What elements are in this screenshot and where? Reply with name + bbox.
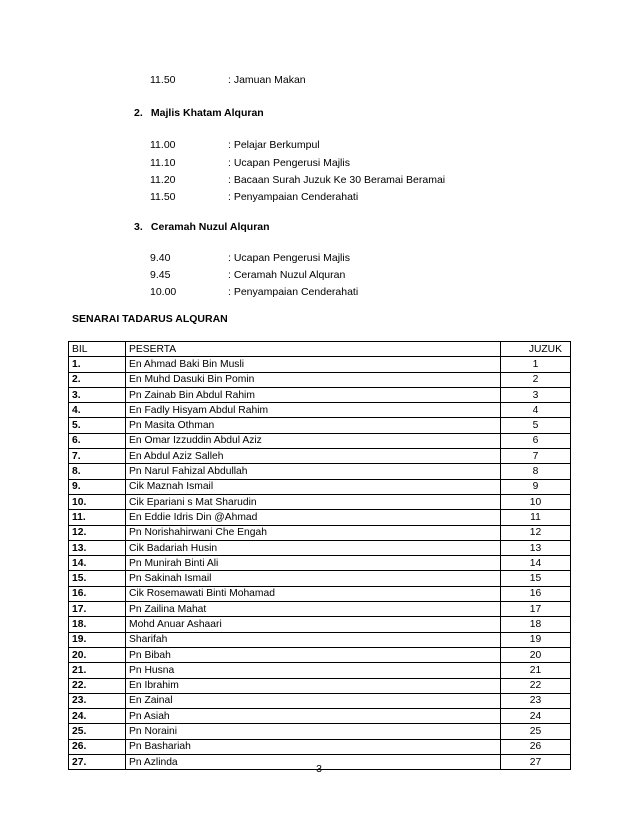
participant-name-cell: Pn Bashariah: [126, 739, 501, 754]
participant-name-cell: En Fadly Hisyam Abdul Rahim: [126, 403, 501, 418]
juzuk-cell: 25: [501, 724, 571, 739]
table-row: [69, 372, 571, 387]
table-row: [69, 709, 571, 724]
row-number-cell: 26.: [69, 739, 126, 754]
schedule-description: : Bacaan Surah Juzuk Ke 30 Beramai Beramai: [228, 174, 446, 186]
juzuk-cell: 21: [501, 663, 571, 678]
juzuk-cell: 6: [501, 433, 571, 448]
table-row: [69, 418, 571, 433]
schedule-description: : Penyampaian Cenderahati: [228, 191, 359, 203]
table-row: [69, 556, 571, 571]
table-row: [69, 678, 571, 693]
row-number-cell: 16.: [69, 586, 126, 601]
row-number-cell: 20.: [69, 647, 126, 662]
schedule-description: : Ceramah Nuzul Alquran: [228, 269, 346, 281]
juzuk-cell: 10: [501, 494, 571, 509]
row-number-cell: 13.: [69, 540, 126, 555]
participant-name-cell: En Ahmad Baki Bin Musli: [126, 357, 501, 372]
schedule-time: 10.00: [150, 286, 177, 298]
juzuk-cell: 19: [501, 632, 571, 647]
table-row: [69, 663, 571, 678]
participant-name-cell: Cik Maznah Ismail: [126, 479, 501, 494]
schedule-time: 9.40: [150, 252, 171, 264]
participant-name-cell: Pn Masita Othman: [126, 418, 501, 433]
juzuk-cell: 18: [501, 617, 571, 632]
participant-name-cell: Cik Rosemawati Binti Mohamad: [126, 586, 501, 601]
schedule-description: : Ucapan Pengerusi Majlis: [228, 157, 350, 169]
table-row: [69, 571, 571, 586]
row-number-cell: 1.: [69, 357, 126, 372]
participant-name-cell: En Ibrahim: [126, 678, 501, 693]
row-number-cell: 9.: [69, 479, 126, 494]
schedule-time: 11.50: [150, 74, 176, 86]
participant-name-cell: En Zainal: [126, 693, 501, 708]
schedule-time: 11.20: [150, 174, 176, 186]
section-title: Majlis Khatam Alquran: [150, 107, 264, 119]
juzuk-cell: 12: [501, 525, 571, 540]
juzuk-cell: 23: [501, 693, 571, 708]
participant-name-cell: En Abdul Aziz Salleh: [126, 449, 501, 464]
table-row: [69, 464, 571, 479]
participant-name-cell: Pn Zainab Bin Abdul Rahim: [126, 387, 501, 402]
participant-name-cell: En Omar Izzuddin Abdul Aziz: [126, 433, 501, 448]
row-number-cell: 25.: [69, 724, 126, 739]
schedule-description: : Pelajar Berkumpul: [228, 139, 320, 151]
section-number: 2.: [134, 107, 143, 119]
section-heading: [134, 221, 270, 233]
row-number-cell: 14.: [69, 556, 126, 571]
juzuk-cell: 9: [501, 479, 571, 494]
column-header-juzuk: JUZUK: [501, 342, 571, 357]
row-number-cell: 12.: [69, 525, 126, 540]
participant-name-cell: Mohd Anuar Ashaari: [126, 617, 501, 632]
table-row: [69, 357, 571, 372]
row-number-cell: 27.: [69, 755, 126, 770]
juzuk-cell: 11: [501, 510, 571, 525]
row-number-cell: 21.: [69, 663, 126, 678]
participant-name-cell: Pn Noraini: [126, 724, 501, 739]
row-number-cell: 6.: [69, 433, 126, 448]
table-row: [69, 617, 571, 632]
table-row: [69, 632, 571, 647]
table-row: [69, 693, 571, 708]
table-row: [69, 387, 571, 402]
section-number: 3.: [134, 221, 143, 233]
participant-name-cell: Sharifah: [126, 632, 501, 647]
juzuk-cell: 7: [501, 449, 571, 464]
row-number-cell: 24.: [69, 709, 126, 724]
juzuk-cell: 4: [501, 403, 571, 418]
schedule-time: 11.50: [150, 191, 176, 203]
participant-name-cell: Pn Norishahirwani Che Engah: [126, 525, 501, 540]
list-title: SENARAI TADARUS ALQURAN: [72, 313, 228, 325]
participant-name-cell: Pn Bibah: [126, 647, 501, 662]
table-row: [69, 479, 571, 494]
section-title: Ceramah Nuzul Alquran: [150, 221, 270, 233]
juzuk-cell: 1: [501, 357, 571, 372]
schedule-description: : Jamuan Makan: [228, 74, 306, 86]
row-number-cell: 15.: [69, 571, 126, 586]
participant-name-cell: Pn Munirah Binti Ali: [126, 556, 501, 571]
juzuk-cell: 24: [501, 709, 571, 724]
participant-name-cell: Pn Asiah: [126, 709, 501, 724]
table-row: [69, 403, 571, 418]
participant-name-cell: Cik Epariani s Mat Sharudin: [126, 494, 501, 509]
table-row: [69, 525, 571, 540]
participant-name-cell: Pn Sakinah Ismail: [126, 571, 501, 586]
participant-name-cell: Cik Badariah Husin: [126, 540, 501, 555]
schedule-time: 9.45: [150, 269, 171, 281]
table-row: [69, 724, 571, 739]
row-number-cell: 19.: [69, 632, 126, 647]
table-row: [69, 586, 571, 601]
juzuk-cell: 26: [501, 739, 571, 754]
row-number-cell: 8.: [69, 464, 126, 479]
row-number-cell: 4.: [69, 403, 126, 418]
schedule-time: 11.00: [150, 139, 176, 151]
participant-name-cell: Pn Azlinda: [126, 755, 501, 770]
juzuk-cell: 22: [501, 678, 571, 693]
juzuk-cell: 16: [501, 586, 571, 601]
juzuk-cell: 17: [501, 602, 571, 617]
section-heading: [134, 107, 264, 119]
juzuk-cell: 15: [501, 571, 571, 586]
row-number-cell: 3.: [69, 387, 126, 402]
tadarus-table: [68, 341, 571, 770]
row-number-cell: 10.: [69, 494, 126, 509]
column-header-peserta: PESERTA: [126, 342, 501, 357]
juzuk-cell: 27: [501, 755, 571, 770]
juzuk-cell: 14: [501, 556, 571, 571]
participant-name-cell: Pn Husna: [126, 663, 501, 678]
participant-name-cell: En Eddie Idris Din @Ahmad: [126, 510, 501, 525]
juzuk-cell: 13: [501, 540, 571, 555]
participant-name-cell: Pn Zailina Mahat: [126, 602, 501, 617]
participant-name-cell: Pn Narul Fahizal Abdullah: [126, 464, 501, 479]
row-number-cell: 5.: [69, 418, 126, 433]
juzuk-cell: 5: [501, 418, 571, 433]
table-row: [69, 540, 571, 555]
table-row: [69, 433, 571, 448]
row-number-cell: 11.: [69, 510, 126, 525]
table-row: [69, 602, 571, 617]
table-row: [69, 449, 571, 464]
juzuk-cell: 2: [501, 372, 571, 387]
table-row: [69, 739, 571, 754]
table-row: [69, 510, 571, 525]
row-number-cell: 17.: [69, 602, 126, 617]
table-row: [69, 647, 571, 662]
row-number-cell: 7.: [69, 449, 126, 464]
schedule-description: : Penyampaian Cenderahati: [228, 286, 359, 298]
juzuk-cell: 20: [501, 647, 571, 662]
column-header-bil: BIL: [69, 342, 126, 357]
page-number: 3: [316, 763, 322, 775]
table-row: [69, 494, 571, 509]
row-number-cell: 23.: [69, 693, 126, 708]
schedule-description: : Ucapan Pengerusi Majlis: [228, 252, 350, 264]
table-header-row: [69, 342, 571, 357]
juzuk-cell: 3: [501, 387, 571, 402]
row-number-cell: 22.: [69, 678, 126, 693]
participant-name-cell: En Muhd Dasuki Bin Pomin: [126, 372, 501, 387]
schedule-time: 11.10: [150, 157, 176, 169]
row-number-cell: 2.: [69, 372, 126, 387]
row-number-cell: 18.: [69, 617, 126, 632]
juzuk-cell: 8: [501, 464, 571, 479]
